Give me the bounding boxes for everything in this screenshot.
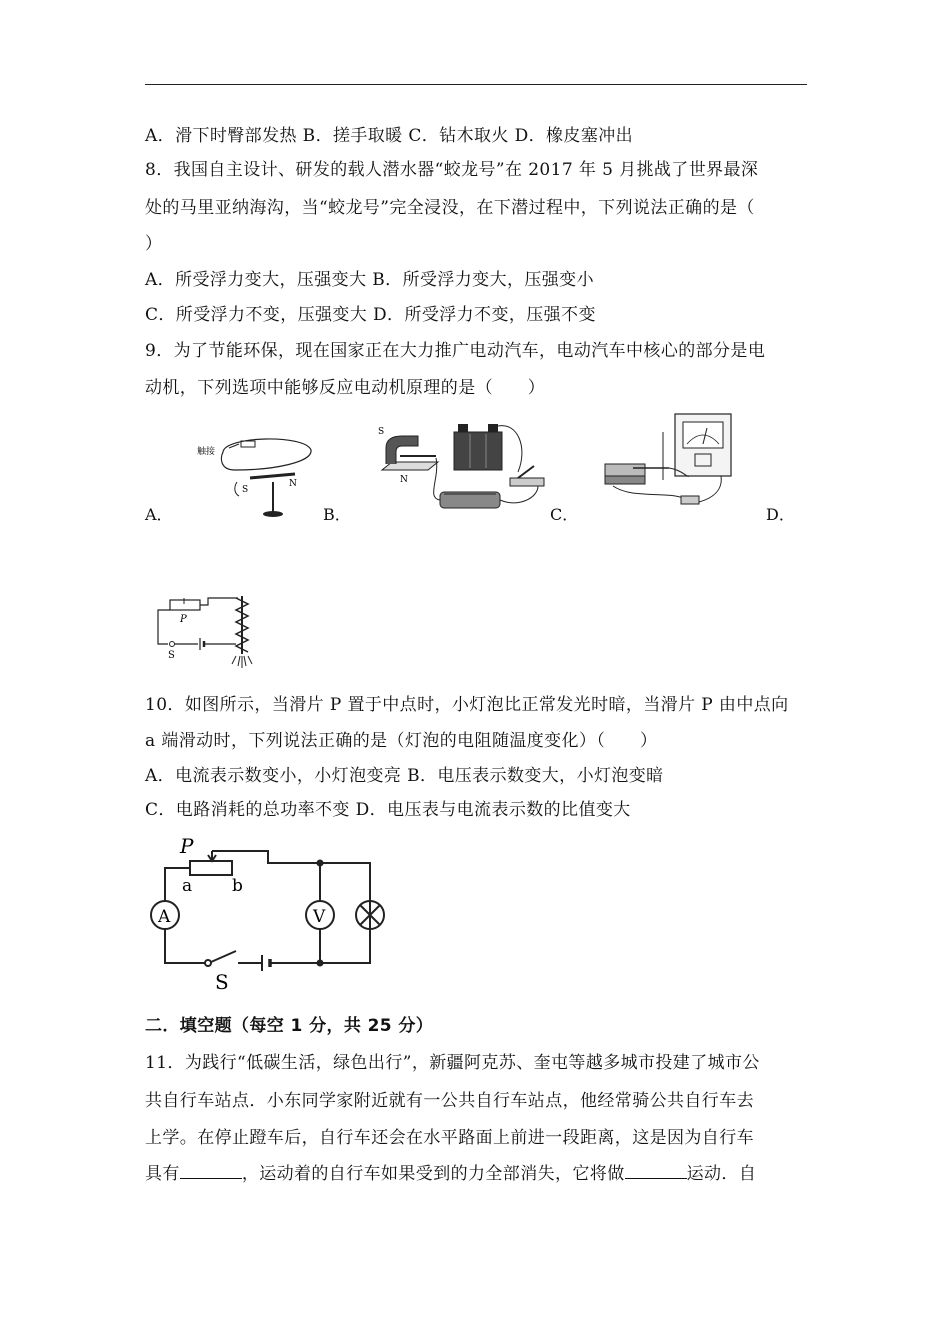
q9-figure-c-induction [603,410,738,510]
q10-fig-ammeter-label: A [158,907,171,927]
q10-stem-line1: 10．如图所示，当滑片 P 置于中点时，小灯泡比正常发光时暗，当滑片 P 由中点向 [145,695,789,715]
q9-fig-b-s-label: S [378,427,385,437]
q11-line4-part1: 具有 [145,1164,180,1184]
q9-figure-b-motor [378,418,548,522]
q11-line4-part2: ，运动着的自行车如果受到的力全部消失，它将做 [241,1164,625,1184]
q9-option-d-label: D． [766,505,795,524]
q11-line2: 共自行车站点．小东同学家附近就有一公共自行车站点，他经常骑公共自行车去 [145,1091,754,1111]
q10-fig-a-label: a [182,876,193,896]
q11-line4 [145,1162,756,1186]
q10-stem-line2: a 端滑动时，下列说法正确的是（灯泡的电阻随温度变化）（ ） [145,731,658,751]
q10-fig-s-label: S [215,970,229,994]
q9-fig-d-p-label: P [180,614,187,625]
q9-option-a-label: A． [145,505,173,524]
q10-options-line1: A．电流表示数变小，小灯泡变亮 B．电压表示数变大，小灯泡变暗 [145,766,664,786]
q8-stem-line3: ） [145,234,163,254]
q9-option-c-label: C． [550,505,579,524]
q9-fig-b-n-label: N [400,475,408,485]
q10-fig-p-label: P [180,834,194,858]
q10-circuit-diagram [150,833,400,993]
q9-figure-a-oersted [195,430,320,520]
q9-option-b-label: B． [323,505,351,524]
q8-stem-line1: 8．我国自主设计、研发的载人潜水器“蛟龙号”在 2017 年 5 月挑战了世界最深 [145,160,759,180]
q11-line3: 上学。在停止蹬车后，自行车还会在水平路面上前进一段距离，这是因为自行车 [145,1128,754,1148]
q9-figure-d-electromagnet [150,590,265,670]
q9-fig-d-s-label: S [168,650,175,661]
q11-blank-2 [625,1162,687,1179]
q8-stem-line2: 处的马里亚纳海沟，当“蛟龙号”完全浸没，在下潜过程中，下列说法正确的是（ [145,198,755,218]
q9-fig-a-n-label: N [289,479,297,489]
q10-fig-b-label: b [232,876,243,896]
q8-options-line1: A．所受浮力变大，压强变大 B．所受浮力变大，压强变小 [145,270,594,290]
q9-stem-line1: 9．为了节能环保，现在国家正在大力推广电动汽车，电动汽车中核心的部分是电 [145,341,766,361]
q11-line1: 11．为践行“低碳生活，绿色出行”，新疆阿克苏、奎屯等越多城市投建了城市公 [145,1053,760,1073]
q10-fig-voltmeter-label: V [313,907,326,927]
q8-options-line2: C．所受浮力不变，压强变大 D．所受浮力不变，压强不变 [145,305,596,325]
q11-line4-part3: 运动．自 [686,1164,757,1184]
q7-options: A．滑下时臀部发热 B．搓手取暖 C．钻木取火 D．橡皮塞冲出 [145,126,634,146]
q9-fig-a-s-label: S [242,485,249,495]
q11-blank-1 [180,1162,242,1179]
section2-title: 二．填空题（每空 1 分，共 25 分） [145,1016,434,1036]
q9-stem-line2: 动机，下列选项中能够反应电动机原理的是（ ） [145,378,546,398]
q10-options-line2: C．电路消耗的总功率不变 D．电压表与电流表示数的比值变大 [145,800,631,820]
header-rule [145,84,807,85]
q9-fig-a-touch-label: 触接 [197,447,216,457]
